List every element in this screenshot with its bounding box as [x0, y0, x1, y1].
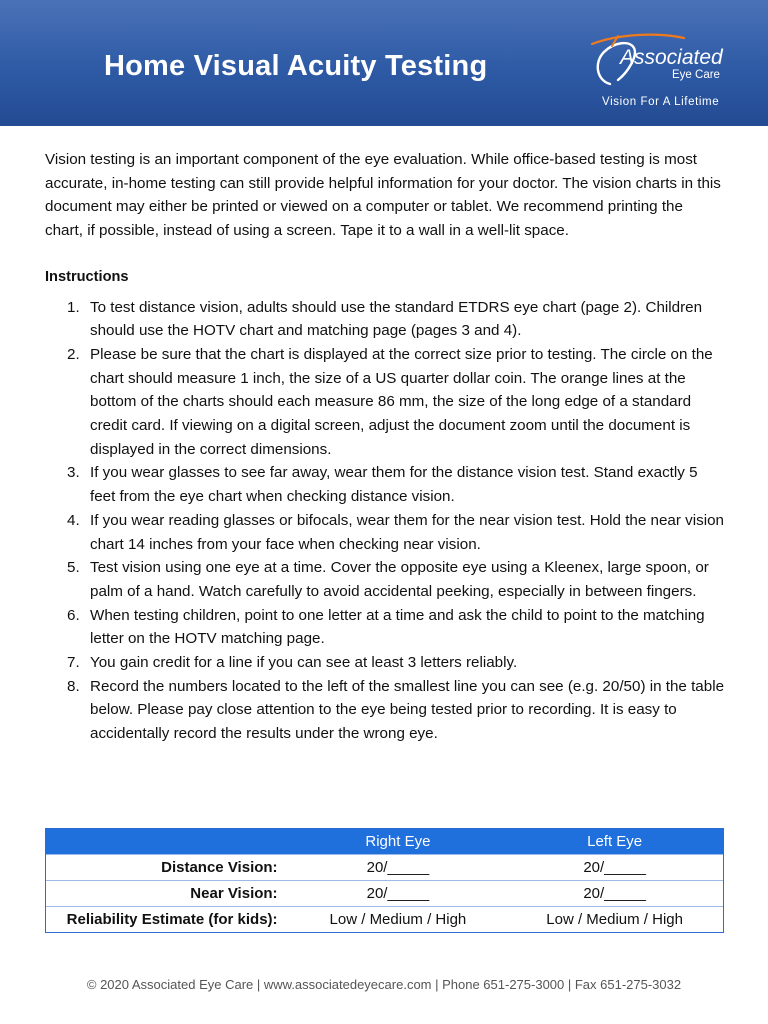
page-header: [0, 0, 768, 126]
page-footer: © 2020 Associated Eye Care | www.associatedeyecare.com | Phone 651-275-3000 | Fax 651-275-3032: [86, 977, 682, 992]
instruction-item: 1. To test distance vision, adults should use the standard ETDRS eye chart (page 2). Children should use the HOTV chart and matching page (pages 3 and 4).: [67, 298, 703, 340]
logo-tagline: Vision For A Lifetime: [602, 96, 720, 108]
left-eye-value: 20/_____: [506, 881, 723, 907]
left-eye-value: Low / Medium / High: [506, 907, 723, 933]
instruction-item: 8. Record the numbers located to the left of the smallest line you can see (e.g. 20/50) in the table below. Please pay close attention to the eye being tested prior to recording. It is easy to accidentally record the results under the wrong eye.: [67, 677, 725, 743]
instruction-item: 7. You gain credit for a line if you can see at least 3 letters reliably.: [67, 654, 518, 672]
instruction-item: 2. Please be sure that the chart is displayed at the correct size prior to testing. The circle on the chart should measure 1 inch, the size of a US quarter dollar coin. The orange lines at the bottom of the charts should each measure 86 mm, the size of the long edge of a standard credit card. If viewing on a digital screen, adjust the document zoom until the document is displayed in the correct dimensions.: [67, 345, 713, 458]
instruction-item: 6. When testing children, point to one letter at a time and ask the child to point to the matching letter on the HOTV matching page.: [67, 606, 705, 648]
document-body: [45, 148, 725, 746]
table-row: [46, 907, 723, 933]
svg-text:Associated: Associated: [620, 46, 723, 69]
table-header-blank: [46, 829, 290, 855]
right-eye-value: 20/_____: [290, 855, 507, 881]
row-label: Reliability Estimate (for kids):: [46, 907, 290, 933]
intro-paragraph: Vision testing is an important component of the eye evaluation. While office-based testing is most accurate, in-home testing can still provide helpful information for your doctor. The vision charts in this document may either be printed or viewed on a computer or tablet. We recommend printing the chart, if possible, instead of using a screen. Tape it to a wall in a well-lit space.: [45, 151, 721, 240]
table-header-row: [46, 829, 723, 855]
results-table: [45, 828, 724, 933]
page-title: Home Visual Acuity Testing: [104, 50, 488, 82]
instruction-item: 4. If you wear reading glasses or bifocals, wear them for the near vision test. Hold the near vision chart 14 inches from your face when checking near vision.: [67, 511, 724, 553]
table-row: [46, 855, 723, 881]
right-eye-value: Low / Medium / High: [290, 907, 507, 933]
row-label: Distance Vision:: [46, 855, 290, 881]
left-eye-value: 20/_____: [506, 855, 723, 881]
instructions-list: [45, 296, 725, 746]
instruction-item: 5. Test vision using one eye at a time. Cover the opposite eye using a Kleenex, large spoon, or palm of a hand. Watch carefully to avoid accidental peeking, especially in between fingers.: [67, 559, 709, 600]
column-header-right-eye: Right Eye: [290, 829, 507, 855]
right-eye-value: 20/_____: [290, 881, 507, 907]
table-row: [46, 881, 723, 907]
instructions-heading: Instructions: [45, 268, 129, 285]
row-label: Near Vision:: [46, 881, 290, 907]
column-header-left-eye: Left Eye: [506, 829, 723, 855]
svg-text:Eye Care: Eye Care: [672, 69, 720, 81]
instruction-item: 3. If you wear glasses to see far away, wear them for the distance vision test. Stand exactly 5 feet from the eye chart when checking distance vision.: [67, 464, 698, 506]
